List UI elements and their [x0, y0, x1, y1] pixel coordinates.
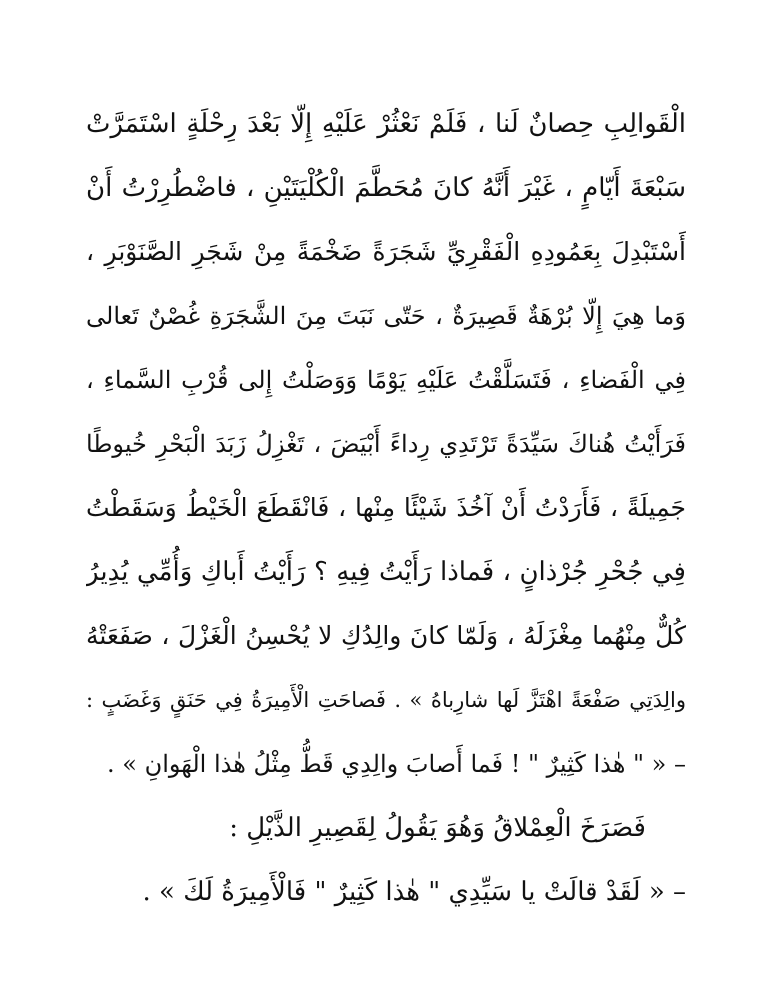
text-line-3: أَسْتَبْدِلَ بِعَمُودِهِ الْفَقْرِيِّ شَجَرَةً ضَخْمَةً مِنْ شَجَرِ الصَّنَوْبَرِ ،	[86, 237, 686, 266]
text-line-6: فَرَأَيْتُ هُناكَ سَيِّدَةً تَرْتَدِي رِداءً أَبْيَضَ ، تَغْزِلُ زَبَدَ الْبَحْرِ خُيوطًا	[86, 430, 686, 458]
text-line-2: سَبْعَةَ أَيّامٍ ، غَيْرَ أَنَّهُ كانَ مُحَطَّمَ الْكُلْيَتَيْنِ ، فاضْطُرِرْتُ أَنْ	[86, 173, 686, 203]
text-line-8: فِي جُحْرِ جُرْذانٍ ، فَماذا رَأَيْتُ فِيهِ ؟ رَأَيْتُ أَباكِ وَأُمِّي يُدِيرُ	[86, 557, 686, 587]
text-line-1: الْقَوالِبِ حِصانٌ لَنا ، فَلَمْ نَعْثُرْ عَلَيْهِ إِلّا بَعْدَ رِحْلَةٍ اسْتَمَرَّتْ	[86, 109, 686, 139]
text-line-10: والِدَتِي صَفْعَةً اهْتَزَّ لَها شارِباهُ » . فَصاحَتِ الْأَمِيرَةُ فِي حَنَقٍ وَغَضَبٍ :	[86, 688, 686, 712]
text-line-12: فَصَرَخَ الْعِمْلاقُ وَهُوَ يَقُولُ لِقَصِيرِ الذَّيْلِ :	[229, 813, 646, 843]
text-line-5: فِي الْفَضاءِ ، فَتَسَلَّقْتُ عَلَيْهِ يَوْمًا وَوَصَلْتُ إِلى قُرْبِ السَّماءِ ،	[86, 366, 686, 394]
text-line-9: كُلٌّ مِنْهُما مِغْزَلَهُ ، وَلَمّا كانَ والِدُكِ لا يُحْسِنُ الْغَزْلَ ، صَفَعَتْهُ	[86, 621, 686, 650]
arabic-text-block	[86, 92, 686, 924]
dialogue-line-2: – « لَقَدْ قالَتْ يا سَيِّدِي " هٰذا كَثِيرٌ " فَالْأَمِيرَةُ لَكَ » .	[142, 877, 686, 907]
text-line-4: وَما هِيَ إِلّا بُرْهَةٌ قَصِيرَةٌ ، حَتّى نَبَتَ مِنَ الشَّجَرَةِ غُصْنٌ تَعالى	[86, 302, 686, 330]
text-line-7: جَمِيلَةً ، فَأَرَدْتُ أَنْ آخُذَ شَيْئًا مِنْها ، فَانْقَطَعَ الْخَيْطُ وَسَقَطْتُ	[86, 493, 686, 522]
dialogue-line-1: – « " هٰذا كَثِيرٌ " ! فَما أَصابَ والِدِي قَطُّ مِثْلُ هٰذا الْهَوانِ » .	[107, 750, 686, 778]
